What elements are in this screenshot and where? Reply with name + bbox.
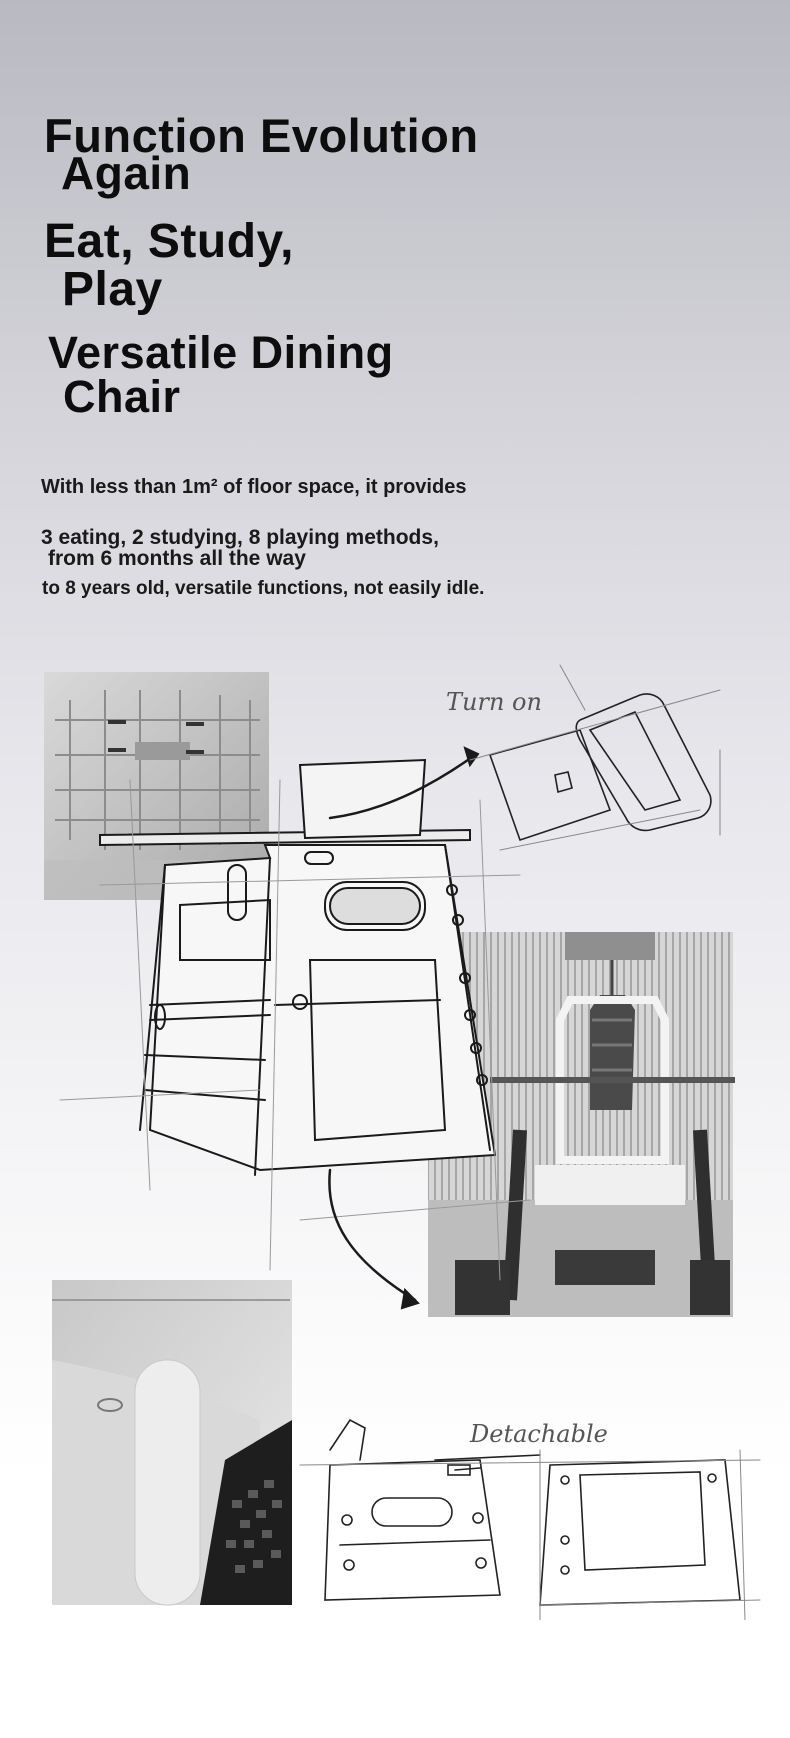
detachable-sketch	[300, 1420, 760, 1620]
headline-line-2: Again	[61, 147, 192, 199]
body-line-2: 3 eating, 2 studying, 8 playing methods,	[41, 526, 439, 549]
detachable-label: Detachable	[470, 1420, 608, 1448]
body-line-4: to 8 years old, versatile functions, not easily idle.	[42, 578, 485, 599]
headline-line-6: Chair	[63, 371, 181, 422]
headline-line-5: Versatile Dining	[48, 327, 394, 378]
body-line-1: With less than 1m² of floor space, it provides	[41, 476, 467, 498]
turn-on-label: Turn on	[446, 688, 542, 716]
product-collage	[0, 660, 790, 1620]
body-line-3: from 6 months all the way	[48, 547, 306, 570]
headline-line-4: Play	[62, 263, 163, 316]
headline-line-1: Function Evolution	[44, 109, 479, 162]
tray-closeup-photo	[52, 1280, 292, 1605]
headline-line-3: Eat, Study,	[44, 215, 294, 268]
